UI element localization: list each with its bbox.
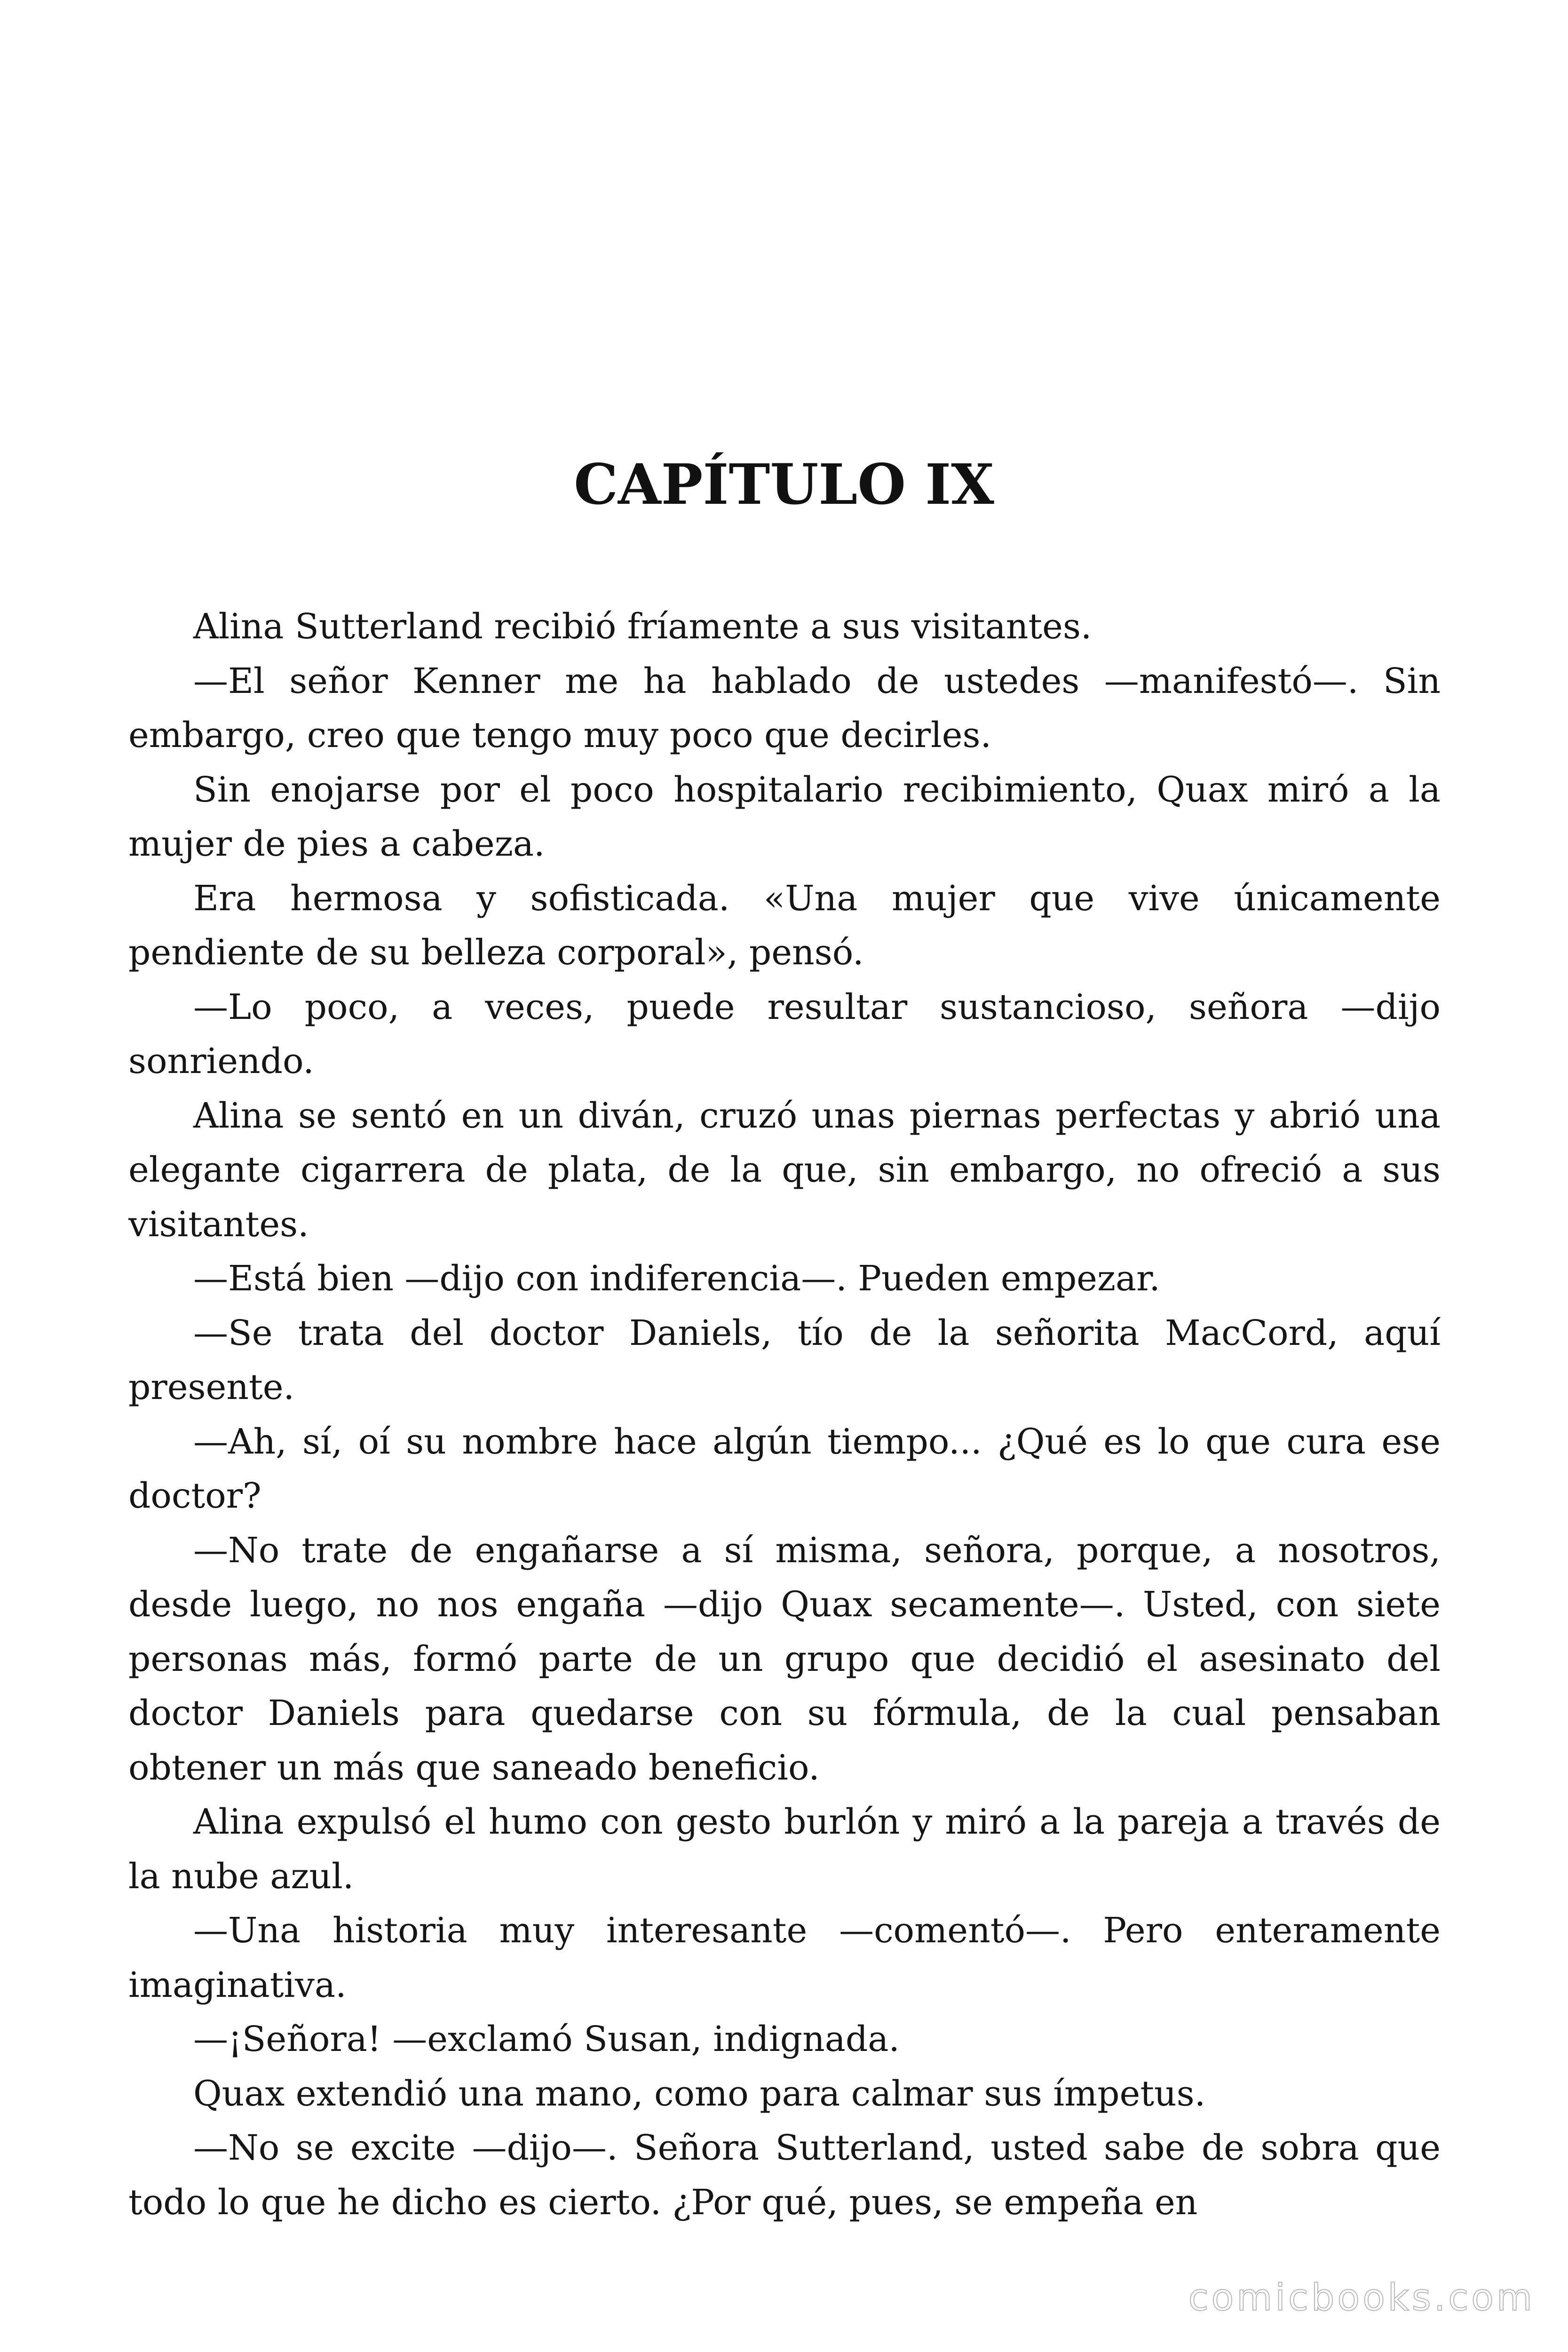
paragraph: —No se excite —dijo—. Señora Sutterland, usted sabe de sobra que todo lo que he dicho es cierto. ¿Por qué, pues, se empeña en bbox=[128, 2128, 1441, 2223]
chapter-body bbox=[128, 600, 1441, 2230]
paragraph: —El señor Kenner me ha hablado de ustedes —manifestó—. Sin embargo, creo que tengo muy poco que decirles. bbox=[128, 660, 1441, 755]
paragraph: Alina expulsó el humo con gesto burlón y miró a la pareja a través de la nube azul. bbox=[128, 1802, 1441, 1897]
paragraph: Sin enojarse por el poco hospitalario recibimiento, Quax miró a la mujer de pies a cabeza. bbox=[128, 769, 1441, 864]
watermark: comicbooks.com bbox=[1188, 2277, 1535, 2319]
paragraph: —¡Señora! —exclamó Susan, indignada. bbox=[193, 2019, 900, 2059]
paragraph: Era hermosa y sofisticada. «Una mujer que vive únicamente pendiente de su belleza corporal», pensó. bbox=[128, 878, 1441, 973]
paragraph: —Ah, sí, oí su nombre hace algún tiempo... ¿Qué es lo que cura ese doctor? bbox=[128, 1421, 1441, 1516]
paragraph: —Lo poco, a veces, puede resultar sustancioso, señora —dijo sonriendo. bbox=[128, 986, 1441, 1081]
paragraph: —No trate de engañarse a sí misma, señora, porque, a nosotros, desde luego, no nos engaña —dijo Quax secamente—. Usted, con siete personas más, formó parte de un grupo que decidió el asesinato del doctor Daniels para quedarse con su fórmula, de la cual pensaban obtener un más que saneado beneficio. bbox=[128, 1530, 1441, 1788]
paragraph: Alina Sutterland recibió fríamente a sus visitantes. bbox=[193, 606, 1092, 647]
chapter-title: CAPÍTULO IX bbox=[574, 452, 994, 517]
paragraph: —Está bien —dijo con indiferencia—. Pueden empezar. bbox=[193, 1258, 1160, 1299]
paragraph: Quax extendió una mano, como para calmar sus ímpetus. bbox=[193, 2073, 1206, 2114]
paragraph: —Se trata del doctor Daniels, tío de la señorita MacCord, aquí presente. bbox=[128, 1312, 1441, 1407]
paragraph: —Una historia muy interesante —comentó—. Pero enteramente imaginativa. bbox=[128, 1910, 1441, 2005]
paragraph: Alina se sentó en un diván, cruzó unas piernas perfectas y abrió una elegante cigarrera de plata, de la que, sin embargo, no ofreció a sus visitantes. bbox=[128, 1095, 1441, 1245]
